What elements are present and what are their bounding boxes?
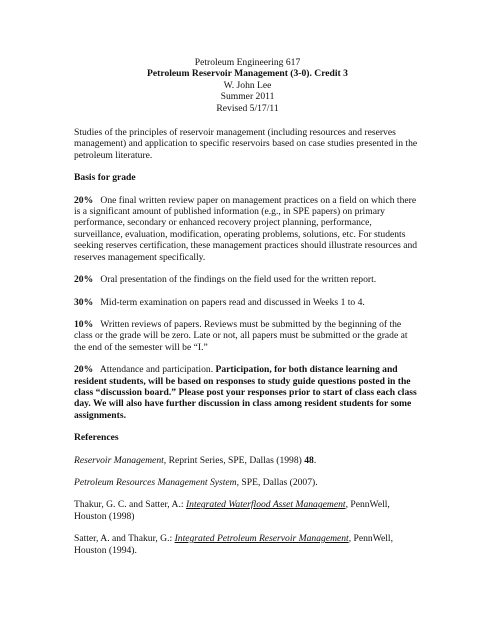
grade-description: Written reviews of papers. Reviews must be submitted by the beginning of the class or the grade will be zero. Late or not, all papers must be submitted or the grade at the end of the semester will be “I.” bbox=[74, 318, 408, 353]
reference-details: , Reprint Series, SPE, Dallas (1998) bbox=[163, 454, 305, 466]
reference-details: , PennWell, Houston (1994). bbox=[74, 533, 393, 556]
reference-authors: Thakur, G. C. and Satter, A.: bbox=[74, 499, 186, 511]
grade-description: One final written review paper on management practices on a field on which there is a significant amount of published information (e.g., in SPE papers) on primary performance, secondary or enhanced recovery project planning, performance, surveillance, evaluation, modification, operating problems, solutions, etc. For students seeking reserves certification, these management practices should illustrate resources and reserves management specifically. bbox=[74, 194, 418, 263]
grade-item-participation bbox=[74, 364, 421, 421]
reference-end: . bbox=[313, 454, 317, 466]
grade-description: Oral presentation of the findings on the field used for the written report. bbox=[100, 274, 377, 286]
term: Summer 2011 bbox=[220, 91, 275, 103]
revision-date: Revised 5/17/11 bbox=[216, 102, 279, 114]
course-title: Petroleum Reservoir Management (3-0). Credit 3 bbox=[147, 68, 348, 80]
reference-volume: 48 bbox=[304, 454, 314, 466]
reference-title: Reservoir Management bbox=[74, 454, 164, 466]
reference-details: , PennWell, Houston (1998) bbox=[74, 499, 390, 522]
grade-description: Mid-term examination on papers read and discussed in Weeks 1 to 4. bbox=[100, 296, 365, 308]
participation-details: Participation, for both distance learning and resident students, will be based on responses to study guide questions posted in the class “discussion board.” Please post your responses prior to start of class each class day. We will also have further discussion in class among resident students for some assignments. bbox=[74, 364, 417, 421]
grade-percent: 10% bbox=[74, 318, 94, 330]
grade-item-reviews bbox=[74, 319, 421, 353]
reference-title: Integrated Waterflood Asset Management bbox=[185, 499, 346, 511]
grade-description: Attendance and participation. bbox=[99, 364, 216, 376]
reference-3 bbox=[74, 499, 421, 522]
reference-2 bbox=[74, 477, 421, 488]
grade-percent: 20% bbox=[74, 274, 94, 286]
reference-1 bbox=[74, 455, 421, 466]
references-heading: References bbox=[74, 432, 119, 444]
reference-title: Integrated Petroleum Reservoir Management bbox=[174, 533, 349, 545]
grade-percent: 20% bbox=[74, 194, 94, 206]
grade-percent: 30% bbox=[74, 296, 94, 308]
reference-title: Petroleum Resources Management System bbox=[74, 476, 237, 488]
department-line: Petroleum Engineering 617 bbox=[194, 57, 301, 68]
reference-4 bbox=[74, 533, 421, 556]
instructor-name: W. John Lee bbox=[223, 79, 272, 91]
grade-item-paper bbox=[74, 195, 421, 263]
reference-details: , SPE, Dallas (2007). bbox=[236, 476, 318, 488]
grade-item-oral bbox=[74, 274, 421, 285]
reference-authors: Satter, A. and Thakur, G.: bbox=[74, 533, 175, 545]
grade-item-midterm bbox=[74, 297, 421, 308]
course-header bbox=[74, 57, 421, 114]
basis-heading: Basis for grade bbox=[74, 172, 136, 184]
course-description: Studies of the principles of reservoir management (including resources and reserves management) and application to specific reservoirs based on case studies presented in the petroleum literature. bbox=[74, 127, 418, 161]
grade-percent: 20% bbox=[74, 364, 94, 376]
